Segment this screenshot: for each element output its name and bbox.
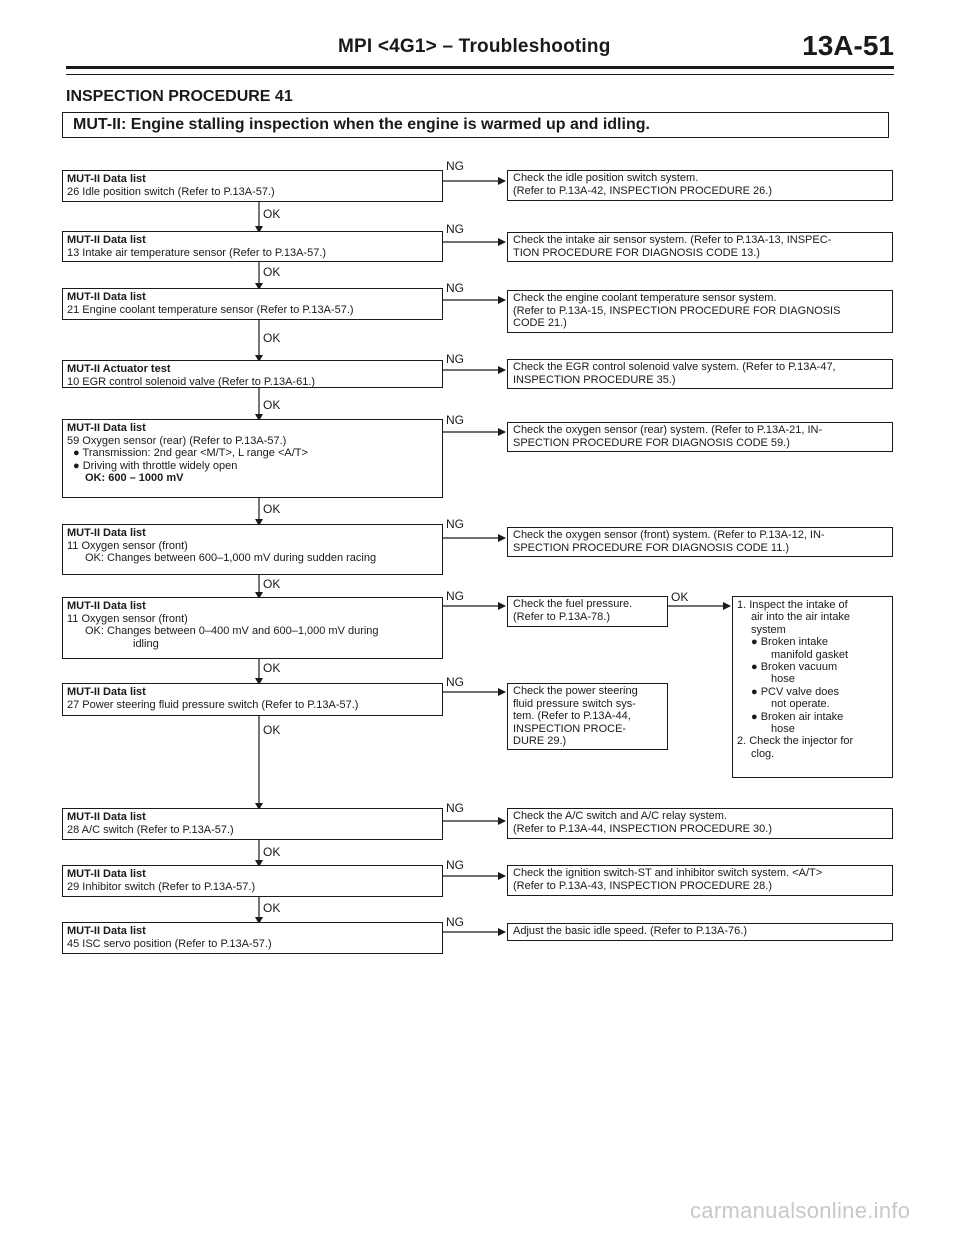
step-box-text: 27 Power steering fluid pressure switch (Refer to P.13A-57.) — [67, 698, 359, 711]
result-text: Check the idle position switch system. — [513, 172, 699, 184]
result-text: (Refer to P.13A-78.) — [513, 610, 611, 623]
step-box-engine-coolant-temp-sensor — [62, 288, 443, 320]
intake-item-2: 2. Check the injector for — [737, 735, 854, 748]
result-text: Check the engine coolant temperature sensor system. — [513, 292, 777, 304]
ng-label: NG — [446, 675, 464, 689]
step-box-text: 21 Engine coolant temperature sensor (Refer to P.13A-57.) — [67, 303, 354, 316]
section-header-title: MPI <4G1> – Troubleshooting — [338, 36, 611, 57]
ok-label: OK — [263, 331, 281, 345]
ng-label: NG — [446, 801, 464, 815]
step-box-intake-air-temp-sensor — [62, 231, 443, 262]
step-box-text: 26 Idle position switch (Refer to P.13A-57.) — [67, 185, 275, 198]
ok-label: OK — [263, 502, 281, 516]
intake-item-2-cont: clog. — [751, 747, 775, 760]
step-box-oxygen-sensor-rear — [62, 419, 443, 498]
ok-label: OK — [263, 661, 281, 675]
step-box-inhibitor-switch — [62, 865, 443, 897]
ng-label: NG — [446, 222, 464, 236]
result-text: (Refer to P.13A-44, INSPECTION PROCEDURE 30.) — [513, 822, 772, 835]
ok-label: OK — [671, 590, 689, 604]
ng-label: NG — [446, 413, 464, 427]
step-box-power-steering-switch — [62, 683, 443, 716]
result-text: SPECTION PROCEDURE FOR DIAGNOSIS CODE 11.) — [513, 541, 790, 554]
intake-bullet-cont: not operate. — [771, 698, 830, 711]
ok-label: OK — [263, 265, 281, 279]
ok-label: OK — [263, 207, 281, 221]
result-box-ignition-inhibitor — [507, 865, 893, 896]
ng-label: NG — [446, 281, 464, 295]
result-box-engine-coolant-sensor — [507, 290, 893, 333]
result-box-power-steering-switch — [507, 683, 668, 750]
ng-label: NG — [446, 159, 464, 173]
step-box-oxygen-sensor-front-idling — [62, 597, 443, 659]
intake-bullet: ● Broken vacuum — [751, 661, 838, 674]
result-text: INSPECTION PROCE- — [513, 722, 627, 735]
step-box-ok-criterion: OK: 600 – 1000 mV — [85, 472, 184, 485]
step-box-idle-position-switch — [62, 170, 443, 202]
step-box-text: 29 Inhibitor switch (Refer to P.13A-57.) — [67, 880, 256, 893]
step-box-heading: MUT-II Data list — [67, 234, 146, 246]
step-box-oxygen-sensor-front-racing — [62, 524, 443, 575]
result-text: tem. (Refer to P.13A-44, — [513, 710, 631, 723]
result-box-idle-position-switch — [507, 170, 893, 201]
step-box-heading: MUT-II Data list — [67, 422, 146, 434]
step-box-ok-criterion-cont: idling — [133, 637, 159, 650]
step-box-heading: MUT-II Data list — [67, 173, 146, 185]
step-box-ok-criterion: OK: Changes between 0–400 mV and 600–1,000 mV during — [85, 625, 379, 638]
result-box-basic-idle-speed — [507, 923, 893, 941]
intake-item-1: 1. Inspect the intake of — [737, 599, 848, 611]
ok-label: OK — [263, 901, 281, 915]
intake-bullet: ● Broken air intake — [751, 710, 844, 723]
step-box-heading: MUT-II Data list — [67, 811, 146, 823]
result-text: Check the power steering — [513, 685, 638, 697]
result-text: (Refer to P.13A-43, INSPECTION PROCEDURE 28.) — [513, 879, 772, 892]
result-box-intake-air-sensor — [507, 232, 893, 262]
result-text: (Refer to P.13A-15, INSPECTION PROCEDURE FOR DIAGNOSIS — [513, 304, 841, 317]
step-box-text: 11 Oxygen sensor (front) — [67, 612, 188, 625]
result-text: Check the ignition switch-ST and inhibitor switch system. <A/T> — [513, 867, 823, 879]
procedure-subtitle: MUT-II: Engine stalling inspection when the engine is warmed up and idling. — [62, 112, 889, 138]
ng-label: NG — [446, 352, 464, 366]
result-text: TION PROCEDURE FOR DIAGNOSIS CODE 13.) — [513, 246, 760, 259]
result-text: (Refer to P.13A-42, INSPECTION PROCEDURE 26.) — [513, 184, 772, 197]
result-box-oxygen-sensor-front — [507, 527, 893, 557]
result-text: Adjust the basic idle speed. (Refer to P.13A-76.) — [513, 925, 747, 937]
step-box-heading: MUT-II Data list — [67, 686, 146, 698]
procedure-title: INSPECTION PROCEDURE 41 — [66, 88, 293, 105]
ng-label: NG — [446, 517, 464, 531]
intake-bullet: ● Broken intake — [751, 636, 828, 649]
result-text: SPECTION PROCEDURE FOR DIAGNOSIS CODE 59.) — [513, 436, 790, 449]
step-box-heading: MUT-II Data list — [67, 291, 146, 303]
result-text: INSPECTION PROCEDURE 35.) — [513, 373, 676, 386]
step-box-ok-criterion: OK: Changes between 600–1,000 mV during sudden racing — [85, 552, 377, 565]
result-text: Check the EGR control solenoid valve system. (Refer to P.13A-47, — [513, 361, 836, 373]
ok-label: OK — [263, 723, 281, 737]
step-box-heading: MUT-II Data list — [67, 527, 146, 539]
step-box-egr-control-solenoid-valve — [62, 360, 443, 388]
result-box-ac-switch — [507, 808, 893, 839]
result-text: Check the intake air sensor system. (Refer to P.13A-13, INSPEC- — [513, 234, 832, 246]
result-box-oxygen-sensor-rear — [507, 422, 893, 452]
step-box-heading: MUT-II Data list — [67, 868, 146, 880]
step-box-ac-switch — [62, 808, 443, 840]
intake-bullet-cont: hose — [771, 723, 795, 736]
ok-label: OK — [263, 398, 281, 412]
step-box-text: 11 Oxygen sensor (front) — [67, 539, 188, 552]
result-text: DURE 29.) — [513, 735, 567, 748]
step-box-text: 13 Intake air temperature sensor (Refer to P.13A-57.) — [67, 246, 327, 259]
result-text: Check the A/C switch and A/C relay system. — [513, 810, 727, 822]
result-text: CODE 21.) — [513, 317, 567, 330]
result-box-egr-solenoid — [507, 359, 893, 389]
intake-item-1-cont: air into the air intake — [751, 611, 851, 624]
intake-bullet-cont: manifold gasket — [771, 648, 849, 661]
ok-label: OK — [263, 845, 281, 859]
ng-label: NG — [446, 858, 464, 872]
ng-label: NG — [446, 915, 464, 929]
ng-label: NG — [446, 589, 464, 603]
watermark: carmanualsonline.info — [690, 1198, 911, 1223]
intake-inspection-box — [732, 596, 893, 778]
intake-bullet-cont: hose — [771, 673, 795, 686]
step-box-heading: MUT-II Data list — [67, 925, 146, 937]
result-text: Check the oxygen sensor (front) system. (Refer to P.13A-12, IN- — [513, 529, 825, 541]
intake-item-1-cont: system — [751, 623, 786, 636]
step-box-text: 28 A/C switch (Refer to P.13A-57.) — [67, 823, 234, 836]
ok-label: OK — [263, 577, 281, 591]
result-text: Check the fuel pressure. — [513, 598, 633, 610]
intake-bullet: ● PCV valve does — [751, 685, 839, 698]
step-box-text: 10 EGR control solenoid valve (Refer to P.13A-61.) — [67, 375, 316, 388]
page-number: 13A-51 — [802, 30, 894, 61]
step-box-text: 45 ISC servo position (Refer to P.13A-57.) — [67, 937, 272, 950]
step-box-isc-servo-position — [62, 922, 443, 954]
step-box-condition: ● Transmission: 2nd gear <M/T>, L range <A/T> — [73, 447, 308, 460]
result-text: fluid pressure switch sys- — [513, 697, 636, 710]
result-text: Check the oxygen sensor (rear) system. (Refer to P.13A-21, IN- — [513, 424, 823, 436]
result-box-fuel-pressure — [507, 596, 668, 627]
step-box-heading: MUT-II Actuator test — [67, 363, 171, 375]
step-box-text: 59 Oxygen sensor (rear) (Refer to P.13A-57.) — [67, 434, 287, 447]
step-box-condition: ● Driving with throttle widely open — [73, 459, 238, 472]
step-box-heading: MUT-II Data list — [67, 600, 146, 612]
